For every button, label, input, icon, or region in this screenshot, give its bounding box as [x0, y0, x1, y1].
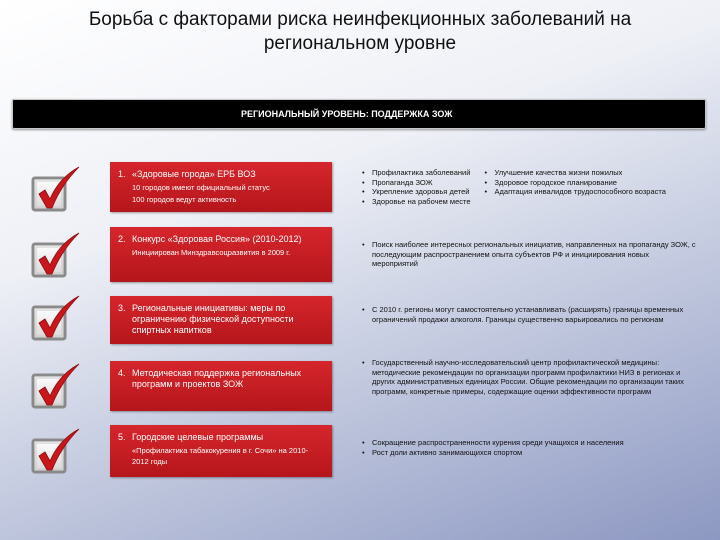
banner-label: РЕГИОНАЛЬНЫЙ УРОВЕНЬ: ПОДДЕРЖКА ЗОЖ: [241, 109, 453, 119]
description-block: [362, 358, 697, 396]
list-item: • Улучшение качества жизни пожилых: [485, 168, 670, 178]
bullet-list: [362, 305, 697, 324]
item-detail: Инициирован Минздравсоцразвития в 2009 г.: [132, 248, 291, 257]
description-block: [362, 240, 697, 269]
checkbox-checked-icon: [30, 428, 82, 476]
bullet-list: [362, 168, 471, 206]
list-item: • Поиск наиболее интересных региональных инициатив, направленных на пропаганду ЗОЖ, с последующим распространением опыта субъектов РФ и инициирования новых мероприятий: [362, 240, 697, 269]
list-item: • Пропаганда ЗОЖ: [362, 178, 471, 188]
description-block: [362, 168, 697, 206]
checkbox-checked-icon: [30, 232, 82, 280]
list-item: • С 2010 г. регионы могут самостоятельно устанавливать (расширять) границы временных ограничений продажи алкоголя. Границы существенно варьировались по регионам: [362, 305, 697, 324]
list-item: • Государственный научно-исследовательский центр профилактической медицины: методические рекомендации по организации программ профилактики НИЗ в регионах и других административных единицах России. Общие рекомендации по организации таких программ, конкретные примеры, содержащие оценки эффективности программ: [362, 358, 697, 396]
list-item: • Адаптация инвалидов трудоспособного возраста: [485, 187, 670, 197]
checkbox-checked-icon: [30, 166, 82, 214]
list-item: • Профилактика заболеваний: [362, 168, 471, 178]
item-heading: Региональные инициативы: меры по ограничению физической доступности спиртных напитков: [132, 303, 294, 335]
item-detail: «Профилактика табакокурения в г. Сочи» на 2010-2012 годы: [132, 446, 309, 466]
list-item: • Укрепление здоровья детей: [362, 187, 471, 197]
initiative-box: [110, 425, 332, 477]
initiative-box: [110, 227, 332, 282]
initiative-box: [110, 296, 332, 344]
checkbox-checked-icon: [30, 363, 82, 411]
item-number: 2.: [118, 234, 126, 244]
item-number: 5.: [118, 432, 126, 442]
item-number: 4.: [118, 368, 126, 378]
initiative-box: [110, 162, 332, 212]
item-detail: 10 городов имеют официальный статус: [132, 183, 270, 192]
list-item: • Рост доли активно занимающихся спортом: [362, 448, 697, 458]
initiative-box: [110, 361, 332, 411]
bullet-list: [362, 358, 697, 396]
list-item: • Здоровье на рабочем месте: [362, 197, 471, 207]
list-item: • Сокращение распространенности курения среди учащихся и населения: [362, 438, 697, 448]
item-heading: Городские целевые программы: [132, 432, 264, 442]
item-number: 3.: [118, 303, 126, 313]
page-title: Борьба с факторами риска неинфекционных заболеваний на региональном уровне: [88, 9, 632, 54]
item-number: 1.: [118, 169, 126, 179]
bullet-list: [362, 240, 697, 269]
checkbox-checked-icon: [30, 295, 82, 343]
list-item: • Здоровое городское планирование: [485, 178, 670, 188]
bullet-list: [362, 438, 697, 457]
description-block: [362, 305, 697, 324]
bullet-list: [485, 168, 670, 206]
section-banner: [12, 99, 706, 129]
item-heading: «Здоровые города» ЕРБ ВОЗ: [132, 169, 256, 179]
item-heading: Методическая поддержка региональных программ и проектов ЗОЖ: [132, 368, 302, 389]
description-block: [362, 438, 697, 457]
item-heading: Конкурс «Здоровая Россия» (2010-2012): [132, 234, 302, 244]
item-detail: 100 городов ведут активность: [132, 194, 237, 204]
